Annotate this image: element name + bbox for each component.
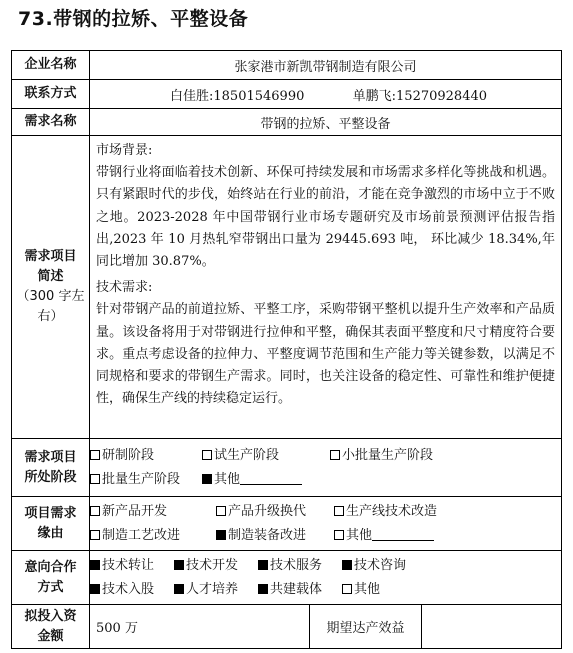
cooperation-option[interactable]: 共建载体 [258,578,342,602]
checkbox-checked-icon[interactable] [216,530,226,540]
description-label-line: 右） [37,309,64,324]
reason-options [90,497,562,551]
company-value: 张家港市新凯带钢制造有限公司 [90,51,562,80]
stage-option[interactable]: 批量生产阶段 [90,468,202,492]
contact-value [90,80,562,109]
row-reason [12,497,562,551]
reason-label [12,497,90,551]
checkbox-checked-icon[interactable] [90,560,100,570]
stage-label [12,439,90,497]
reason-option[interactable]: 生产线技术改造 [334,500,437,524]
checkbox-checked-icon[interactable] [202,474,212,484]
cooperation-options [90,551,562,605]
document-title: 73.带钢的拉矫、平整设备 [18,8,249,30]
stage-label-line: 需求项目 [24,449,77,465]
checkbox-icon[interactable] [90,506,100,516]
checkbox-icon[interactable] [342,584,352,594]
stage-option[interactable]: 试生产阶段 [202,444,330,468]
row-investment [12,605,562,649]
row-demand-name [12,109,562,136]
description-text [90,136,562,439]
description-label [12,136,90,439]
demand-name-label: 需求名称 [12,109,90,136]
checkbox-checked-icon[interactable] [342,560,352,570]
cooperation-label-line: 方式 [37,579,64,595]
investment-label-line: 金额 [37,628,64,644]
row-company [12,51,562,80]
reason-label-line: 项目需求 [24,505,77,521]
reason-option[interactable]: 新产品开发 [90,500,216,524]
reason-label-line: 缘由 [37,525,64,541]
reason-option[interactable]: 制造装备改进 [216,524,334,548]
reason-option-other[interactable]: 其他 [334,524,434,548]
cooperation-label [12,551,90,605]
market-background-heading: 市场背景: [96,143,153,158]
reason-option[interactable]: 产品升级换代 [216,500,334,524]
checkbox-checked-icon[interactable] [258,560,268,570]
stage-option[interactable]: 研制阶段 [90,444,202,468]
cooperation-option[interactable]: 技术咨询 [342,554,406,578]
checkbox-icon[interactable] [334,506,344,516]
expected-benefit-label: 期望达产效益 [310,605,422,649]
checkbox-icon[interactable] [202,450,212,460]
checkbox-icon[interactable] [90,474,100,484]
other-blank-line[interactable] [240,472,302,485]
cooperation-option[interactable]: 人才培养 [174,578,258,602]
stage-option[interactable]: 小批量生产阶段 [330,444,433,468]
cooperation-option[interactable]: 技术开发 [174,554,258,578]
tech-requirement-text: 针对带钢产品的前道拉矫、平整工序，采购带钢平整机以提升生产效率和产品质量。该设备将用于对带钢进行拉伸和平整，确保其表面平整度和尺寸精度符合要求。重点考虑设备的拉伸力、平整度调节范围和生产能力等关键参数，以满足不同规格和要求的带钢生产需求。同时，也关注设备的稳定性、可靠性和维护便捷性，确保生产线的持续稳定运行。 [96,302,556,407]
checkbox-checked-icon[interactable] [174,560,184,570]
row-stage [12,439,562,497]
stage-options [90,439,562,497]
demand-name-value: 带钢的拉矫、平整设备 [90,109,562,136]
checkbox-icon[interactable] [90,530,100,540]
description-label-line: 简述 [37,269,64,284]
row-cooperation [12,551,562,605]
market-background-text: 带钢行业将面临着技术创新、环保可持续发展和市场需求多样化等挑战和机遇。只有紧跟时代的步伐，始终站在行业的前沿，才能在竞争激烈的市场中立于不败之地。2023-2028 年中国带钢行业市场专题研究及市场前景预测评估报告指出,2023 年 10 月热轧窄带钢出口量为 29445.693 吨， 环比减少 18.34%,年同比增加 30.87%。 [96,165,556,270]
row-contact [12,80,562,109]
checkbox-icon[interactable] [330,450,340,460]
contact-person-1: 白佳胜:18501546990 [170,88,305,104]
cooperation-label-line: 意向合作 [24,559,77,575]
tech-requirement-heading: 技术需求: [96,280,153,296]
checkbox-icon[interactable] [216,506,226,516]
checkbox-checked-icon[interactable] [90,584,100,594]
checkbox-checked-icon[interactable] [258,584,268,594]
description-label-line: （300 字左 [16,289,85,304]
stage-label-line: 所处阶段 [24,469,77,485]
company-label: 企业名称 [12,51,90,80]
description-label-line: 需求项目 [24,249,77,264]
reason-option[interactable]: 制造工艺改进 [90,524,216,548]
contact-label: 联系方式 [12,80,90,109]
cooperation-option[interactable]: 其他 [342,578,380,602]
row-description [12,136,562,439]
checkbox-checked-icon[interactable] [174,584,184,594]
cooperation-option[interactable]: 技术转让 [90,554,174,578]
demand-form-table [11,50,562,649]
checkbox-icon[interactable] [90,450,100,460]
investment-label-line: 拟投入资 [24,608,77,624]
cooperation-option[interactable]: 技术服务 [258,554,342,578]
investment-value: 500 万 [90,605,310,649]
expected-benefit-value [422,605,562,649]
other-blank-line[interactable] [372,528,434,541]
cooperation-option[interactable]: 技术入股 [90,578,174,602]
investment-label [12,605,90,649]
contact-person-2: 单鹏飞:15270928440 [352,88,488,104]
stage-option-other[interactable]: 其他 [202,468,302,492]
checkbox-icon[interactable] [334,530,344,540]
